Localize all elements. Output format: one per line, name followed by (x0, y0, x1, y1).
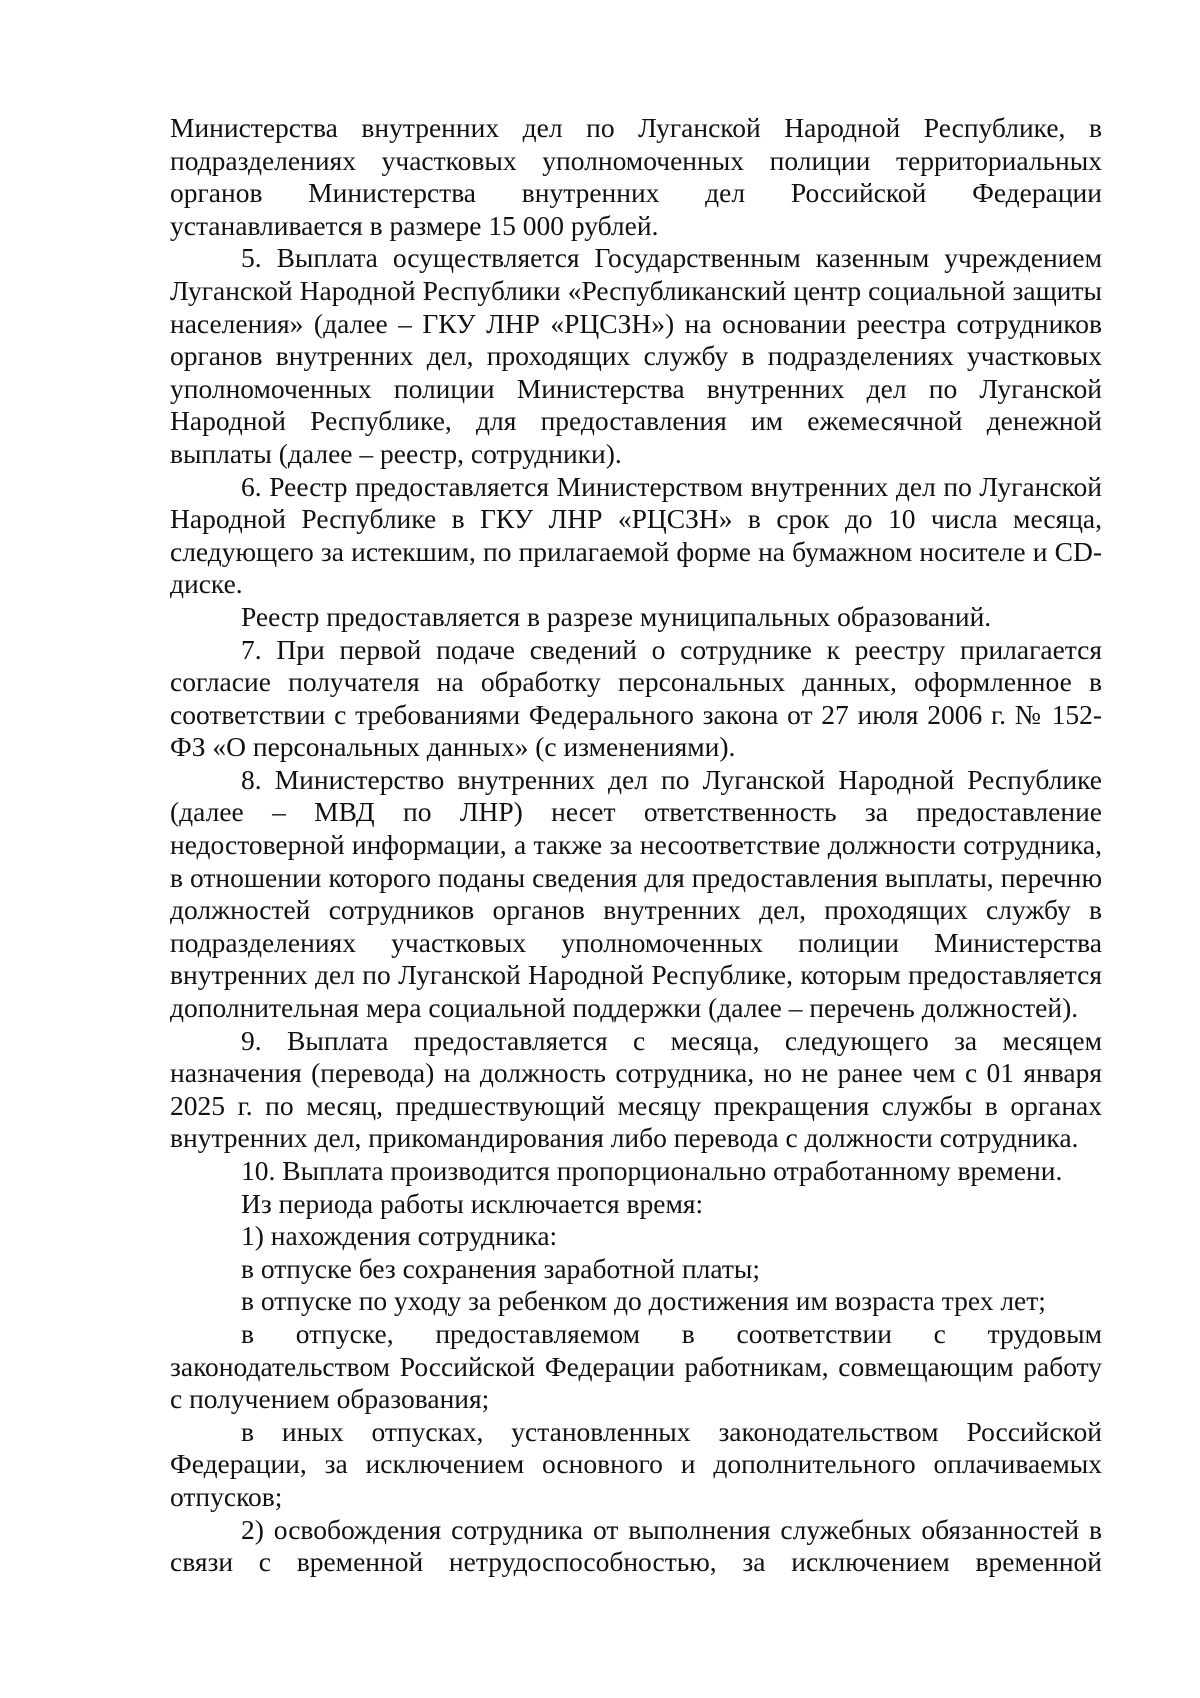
paragraph-item-10: 10. Выплата производится пропорционально отработанному времени. (241, 1155, 1063, 1186)
paragraph-study-leave: в отпуске, предоставляемом в соответствии с трудовым законодательством Российской Федерации работникам, совмещающим работу с получением образования; (170, 1317, 1102, 1415)
document-page (170, 112, 1102, 1579)
paragraph-item-9: 9. Выплата предоставляется с месяца, следующего за месяцем назначения (перевода) на должность сотрудника, но не ранее чем с 01 января 2025 г. по месяц, предшествующий месяцу прекращения службы в органах внутренних дел, прикомандирования либо перевода с должности сотрудника. (170, 1024, 1102, 1154)
paragraph-subitem-2: 2) освобождения сотрудника от выполнения служебных обязанностей в связи с временной нетрудоспособностью, за исключением временной (170, 1513, 1102, 1578)
paragraph-exclusions-intro: Из периода работы исключается время: (241, 1187, 704, 1219)
paragraph-item-8: 8. Министерство внутренних дел по Луганской Народной Республике (далее – МВД по ЛНР) несет ответственность за предоставление недостоверной информации, а также за несоответствие должности сотрудника, в отношении которого поданы сведения для предоставления выплаты, перечню должностей сотрудников органов внутренних дел, проходящих службу в подразделениях участковых уполномоченных полиции Министерства внутренних дел по Луганской Народной Республике, которым предоставляется дополнительная мера социальной поддержки (далее – перечень должностей). (170, 763, 1102, 1024)
paragraph-item-7: 7. При первой подаче сведений о сотруднике к реестру прилагается согласие получателя на обработку персональных данных, оформленное в соответствии с требованиями Федерального закона от 27 июля 2006 г. № 152-ФЗ «О персональных данных» (с изменениями). (170, 633, 1102, 763)
paragraph-continuation: Министерства внутренних дел по Луганской Народной Республике, в подразделениях участковых уполномоченных полиции территориальных органов Министерства внутренних дел Российской Федерации устанавливается в размере 15 000 рублей. (170, 112, 1102, 241)
paragraph-unpaid-leave: в отпуске без сохранения заработной платы; (241, 1252, 761, 1284)
paragraph-childcare-leave: в отпуске по уходу за ребенком до достижения им возраста трех лет; (241, 1285, 1046, 1317)
paragraph-item-6: 6. Реестр предоставляется Министерством внутренних дел по Луганской Народной Республике в ГКУ ЛНР «РЦСЗН» в срок до 10 числа месяца, следующего за истекшим, по прилагаемой форме на бумажном носителе и CD-диске. (170, 470, 1102, 600)
paragraph-registry-note: Реестр предоставляется в разрезе муниципальных образований. (241, 600, 992, 632)
paragraph-item-5: 5. Выплата осуществляется Государственным казенным учреждением Луганской Народной Республики «Республиканский центр социальной защиты населения» (далее – ГКУ ЛНР «РЦСЗН») на основании реестра сотрудников органов внутренних дел, проходящих службу в подразделениях участковых уполномоченных полиции Министерства внутренних дел по Луганской Народной Республике, для предоставления им ежемесячной денежной выплаты (далее – реестр, сотрудники). (170, 242, 1102, 469)
paragraph-other-leave: в иных отпусках, установленных законодательством Российской Федерации, за исключением основного и дополнительного оплачиваемых отпусков; (170, 1415, 1102, 1512)
paragraph-subitem-1: 1) нахождения сотрудника: (241, 1220, 558, 1252)
